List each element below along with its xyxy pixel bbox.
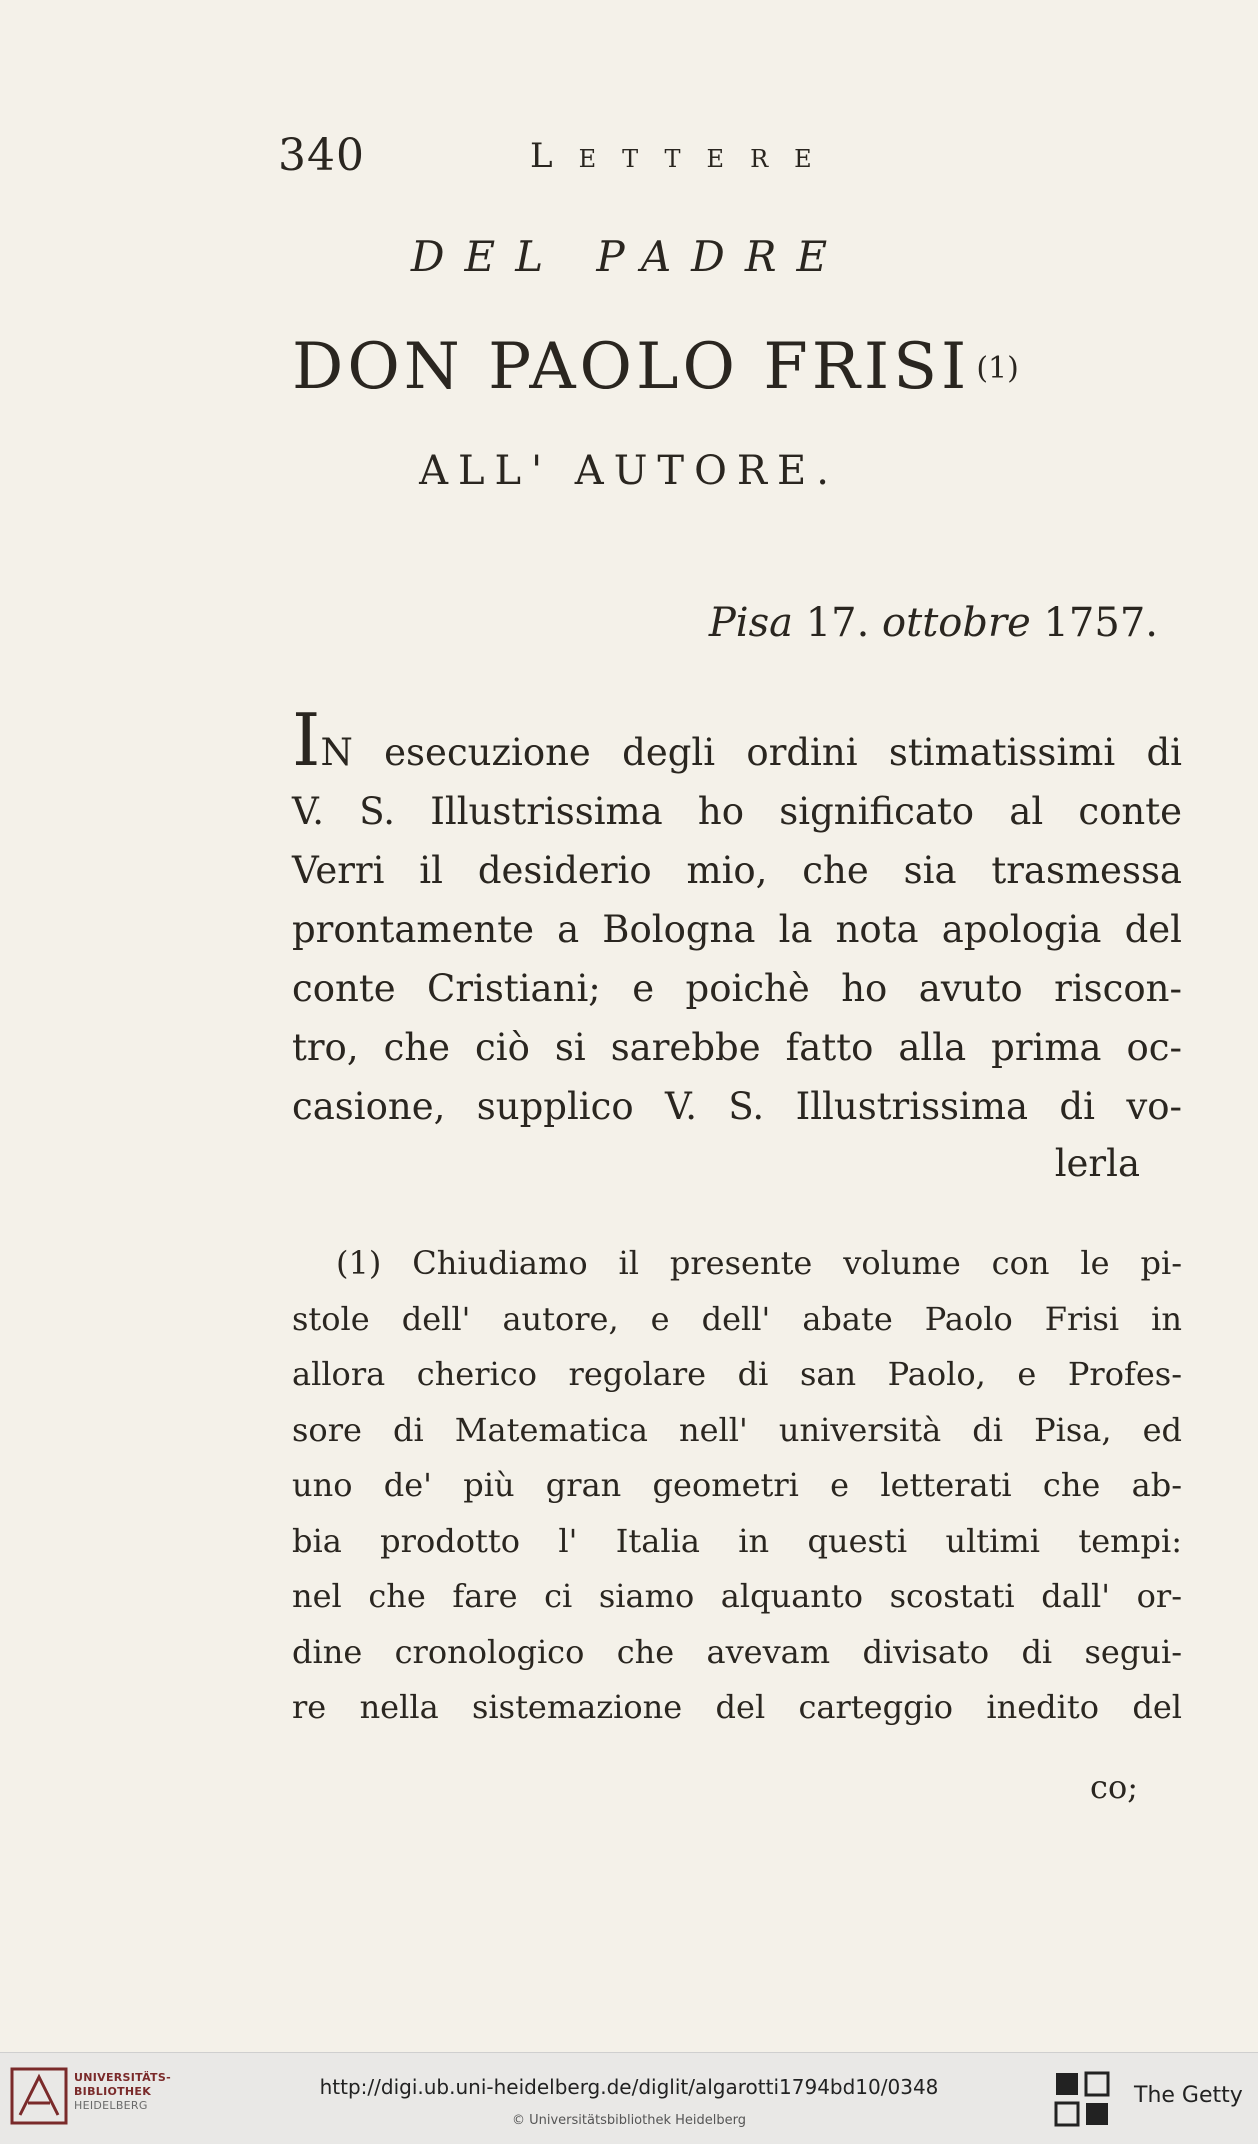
page-number: 340	[278, 130, 365, 181]
footnote-line: stole dell' autore, e dell' abate Paolo Frisi in	[292, 1299, 1182, 1338]
body-line: prontamente a Bologna la nota apologia del	[292, 908, 1182, 951]
footnote	[292, 1236, 1182, 1736]
running-head	[270, 130, 930, 180]
heading-line-2	[292, 330, 1192, 404]
heading-line-3: ALL' AUTORE.	[419, 448, 839, 494]
body-line: casione, supplico V. S. Illustrissima di vo-	[292, 1085, 1182, 1128]
footnote-line: bia prodotto l' Italia in questi ultimi tempi:	[292, 1521, 1182, 1560]
heading-name: DON PAOLO FRISI	[292, 330, 971, 404]
footnote-line: re nella sistemazione del carteggio inedito del	[292, 1688, 1182, 1726]
footnote-line: sore di Matematica nell' università di Pisa, ed	[292, 1410, 1182, 1449]
footnote-mark: (1)	[976, 351, 1019, 386]
dateline	[709, 600, 1158, 646]
dateline-year: 1757.	[1043, 600, 1158, 646]
body-catchword: lerla	[1054, 1142, 1140, 1185]
body-line: conte Cristiani; e poichè ho avuto riscon-	[292, 967, 1182, 1010]
body-line: Verri il desiderio mio, che sia trasmessa	[292, 849, 1182, 892]
body-line: tro, che ciò si sarebbe fatto alla prima oc-	[292, 1026, 1182, 1069]
partner-name: The Getty	[1134, 2083, 1243, 2108]
footnote-catchword: co;	[1090, 1768, 1138, 1806]
footnote-line: nel che fare ci siamo alquanto scostati dall' or-	[292, 1577, 1182, 1615]
body-line: IN esecuzione degli ordini stimatissimi di	[292, 698, 1182, 782]
footnote-line: uno de' più gran geometri e letterati che ab-	[292, 1466, 1182, 1504]
body-line: V. S. Illustrissima ho significato al conte	[292, 790, 1182, 833]
footnote-line: dine cronologico che avevam divisato di segui-	[292, 1632, 1182, 1671]
letter-body	[292, 698, 1182, 1136]
heading-line-1: DEL PADRE	[410, 232, 848, 281]
dateline-day: 17.	[805, 600, 870, 646]
running-title: Lettere	[530, 136, 838, 176]
library-name-line: UNIVERSITÄTS-	[74, 2071, 171, 2084]
copyright-notice: © Universitätsbibliothek Heidelberg	[511, 2113, 746, 2128]
viewer-footer	[0, 2052, 1258, 2144]
getty-logo-icon	[1052, 2069, 1112, 2129]
library-name-line: HEIDELBERG	[74, 2099, 148, 2112]
permalink-url[interactable]: http://digi.ub.uni-heidelberg.de/diglit/algarotti1794bd10/0348	[319, 2075, 939, 2099]
dateline-place: Pisa	[708, 600, 793, 646]
footnote-line: (1) Chiudiamo il presente volume con le pi-	[336, 1244, 1182, 1282]
dateline-month: ottobre	[882, 600, 1031, 646]
footnote-line: allora cherico regolare di san Paolo, e Profes-	[292, 1355, 1182, 1393]
library-name-line: BIBLIOTHEK	[74, 2085, 152, 2098]
